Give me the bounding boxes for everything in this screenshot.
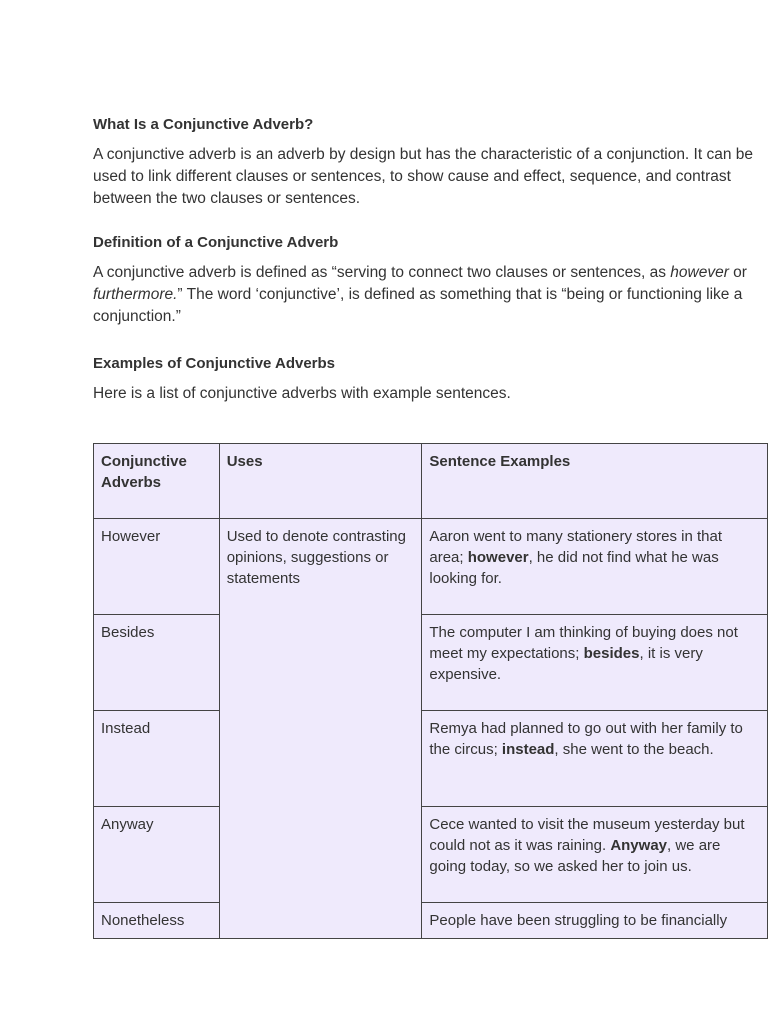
example-text: , we are going today, so we asked her to join us.: [429, 837, 721, 875]
definition-emphasis-however: however: [670, 264, 729, 281]
table-cell-adverb: Instead: [94, 711, 220, 807]
table-cell-example: [422, 615, 768, 711]
table-header-uses: Uses: [219, 444, 422, 519]
definition-text-part1: A conjunctive adverb is defined as “serving to connect two clauses or sentences, as: [93, 264, 671, 281]
table-cell-adverb: However: [94, 519, 220, 615]
example-bold-adverb: however: [467, 549, 529, 566]
document-page: [93, 114, 753, 405]
example-text: , she went to the beach.: [554, 741, 714, 758]
conjunctive-adverbs-table: [93, 443, 768, 939]
section-heading-what: What Is a Conjunctive Adverb?: [93, 116, 314, 133]
table-row: [94, 519, 768, 615]
example-text: Remya had planned to go out with her family to the circus;: [429, 720, 743, 758]
table-row: [94, 807, 768, 903]
table-header-row: [94, 444, 768, 519]
table-cell-example: [422, 903, 768, 939]
table-cell-example: [422, 519, 768, 615]
definition-emphasis-furthermore: furthermore.: [93, 286, 178, 303]
example-text: People have been struggling to be financially: [429, 912, 728, 929]
example-bold-adverb: instead: [501, 741, 555, 758]
definition-text-mid: or: [728, 264, 747, 281]
example-bold-adverb: Anyway: [610, 837, 668, 854]
section-intro-examples: Here is a list of conjunctive adverbs with example sentences.: [93, 385, 511, 402]
example-text: Aaron went to many stationery stores in that area;: [429, 528, 723, 566]
example-bold-adverb: besides: [583, 645, 640, 662]
example-text: The computer I am thinking of buying does not meet my expectations;: [429, 624, 738, 662]
table-cell-adverb: Nonetheless: [94, 903, 220, 939]
table-cell-adverb: Anyway: [94, 807, 220, 903]
table-row: [94, 615, 768, 711]
table-cell-adverb: Besides: [94, 615, 220, 711]
definition-text-part2: ” The word ‘conjunctive’, is defined as something that is “being or functioning like a conjunction.”: [93, 286, 743, 325]
example-text: Cece wanted to visit the museum yesterday but could not as it was raining.: [429, 816, 745, 854]
table-header-examples: Sentence Examples: [422, 444, 768, 519]
example-text: , he did not find what he was looking for.: [429, 549, 719, 587]
section-body-definition: [93, 262, 753, 328]
table-row: [94, 711, 768, 807]
table-cell-example: [422, 711, 768, 807]
table-header-adverbs: Conjunctive Adverbs: [94, 444, 220, 519]
section-body-what: A conjunctive adverb is an adverb by design but has the characteristic of a conjunction. It can be used to link different clauses or sentences, to show cause and effect, sequence, and contrast between the two clauses or sentences.: [93, 146, 754, 207]
table-cell-example: [422, 807, 768, 903]
table-cell-uses: Used to denote contrasting opinions, suggestions or statements: [219, 519, 422, 939]
section-heading-definition: Definition of a Conjunctive Adverb: [93, 234, 339, 251]
section-heading-examples: Examples of Conjunctive Adverbs: [93, 355, 336, 372]
table-row: [94, 903, 768, 939]
example-text: , it is very expensive.: [429, 645, 703, 683]
